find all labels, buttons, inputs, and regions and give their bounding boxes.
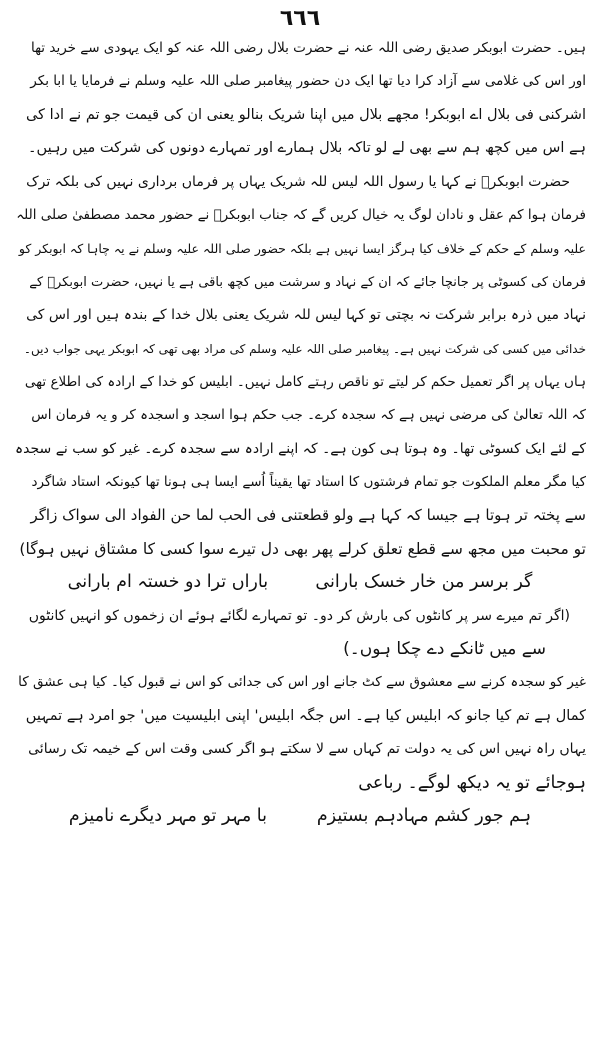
page-number: ٦٦٦ bbox=[279, 6, 321, 31]
text-line: نہاد میں ذرہ برابر شرکت نہ بچتی تو کہا لیس للہ شریک یعنی بلال خدا کے بندہ ہیں اور اس کی bbox=[26, 307, 586, 324]
translation-line: سے میں ٹانکے دے چکا ہوں۔) bbox=[343, 639, 546, 660]
paragraph-main bbox=[14, 32, 586, 566]
verse-hemistich-left: با مہر تو مہر دیگرے نامیزم bbox=[68, 805, 268, 826]
verse-hemistich-right: گر برسر من خار خسک بارانی bbox=[315, 572, 533, 593]
text-line: ہیں۔ حضرت ابوبکر صدیق رضی اللہ عنہ نے حضرت بلال رضی اللہ عنہ کو ایک یہودی سے خرید تھا bbox=[30, 40, 586, 56]
text-line: ہاں یہاں پر اگر تعمیل حکم کر لیتے تو ناقص رہتے کامل نہیں۔ ابلیس کو خدا کے ارادہ کی اطلاع تھی bbox=[24, 373, 586, 390]
text-line: فرمان ہوا کم عقل و نادان لوگ یہ خیال کریں گے کہ جناب ابوبکرؓ نے حضور محمد مصطفیٰ صلی اللہ bbox=[16, 206, 586, 223]
text-line: فرمان کی کسوٹی پر جانچا جائے کہ ان کے نہاد و سرشت میں کچھ باقی ہے یا نہیں، حضرت ابوبکرؓ کے bbox=[29, 274, 586, 290]
text-line: غیر کو سجدہ کرنے سے معشوق سے کٹ جانے اور اس کی جدائی کو اس نے قبول کیا۔ کیا ہی عشق کا bbox=[18, 674, 586, 691]
paragraph-second bbox=[14, 666, 586, 800]
text-line: خدائی میں کسی کی شرکت نہیں ہے۔ پیغامبر صلی اللہ علیہ وسلم کی مراد بھی تھی کہ ابوبکر یہی جواب دیں۔ bbox=[23, 341, 586, 356]
text-line: کے لئے ایک کسوٹی تھا۔ وہ ہوتا ہی کون ہے۔ کہ اپنے ارادہ سے سجدہ کرے۔ غیر کو سب نے سجدہ bbox=[14, 440, 586, 457]
persian-verse-1 bbox=[14, 566, 586, 599]
text-line: حضرت ابوبکرؓ نے کہا یا رسول اللہ لیس للہ شریک یہاں پر فرماں برداری نہیں کی بلکہ ترک bbox=[26, 173, 570, 190]
persian-verse-2 bbox=[14, 800, 586, 833]
verse-translation bbox=[14, 600, 586, 667]
text-line: کہ اللہ تعالیٰ کی مرضی نہیں ہے کہ سجدہ کرے۔ جب حکم ہوا اسجد و اسجدہ کر و یہ فرمان اس bbox=[31, 407, 586, 424]
verse-hemistich-left: باراں ترا دو خستہ ام بارانی bbox=[67, 572, 269, 593]
text-line: کیا مگر معلم الملکوت جو تمام فرشتوں کا استاد تھا یقیناً اُسے ایسا ہی ہونا تھا کیونکہ استاد شاگرد bbox=[31, 474, 586, 491]
text-line: یہاں راہ نہیں اس کی یہ دولت تم کہاں سے لا سکتے ہو اگر کسی وقت اس کے خیمہ تک رسائی bbox=[28, 741, 586, 758]
verse-hemistich-right: ہم جور کشم مہادہم بستیزم bbox=[316, 805, 532, 826]
text-line: ہے اس میں کچھ ہم سے بھی لے لو تاکہ بلال ہمارے اور تمہارے دونوں کی شرکت میں رہیں۔ bbox=[28, 140, 586, 157]
text-line: تو محبت میں مجھ سے قطع تعلق کرلے پھر بھی دل تیرے سوا کسی کا مشتاق نہیں ہوگا) bbox=[19, 539, 586, 558]
text-line: اشرکنی فی بلال اے ابوبکر! مجھے بلال میں اپنا شریک بنالو یعنی ان کی قیمت جو تم نے ادا کی bbox=[25, 106, 586, 123]
translation-line: (اگر تم میرے سر پر کانٹوں کی بارش کر دو۔ تو تمہارے لگائے ہوئے ان زخموں کو انہیں کانٹوں bbox=[28, 607, 570, 624]
text-line: اور اس کی غلامی سے آزاد کرا دیا تھا ایک دن حضور پیغامبر صلی اللہ علیہ وسلم نے فرمایا یا ابا بکر bbox=[30, 73, 586, 90]
text-line: علیہ وسلم کے حکم کے خلاف کیا ہرگز ایسا نہیں ہے بلکہ حضور صلی اللہ علیہ وسلم نے یہ چاہا کہ ابوبکر کو bbox=[18, 241, 586, 257]
text-line: سے پختہ تر ہوتا ہے جیسا کہ کہا ہے ولو قطعتنی فی الحب لما حن الفواد الی سواک زاگر bbox=[30, 506, 586, 525]
text-line: ہوجائے تو یہ دیکھ لوگے۔ رباعی bbox=[358, 772, 586, 793]
text-line: کمال ہے تم کیا جانو کہ ابلیس کیا ہے۔ اس جگہ ابلیس' اپنی ابلیسیت میں' جو امرد ہے تمہیں bbox=[25, 707, 586, 724]
